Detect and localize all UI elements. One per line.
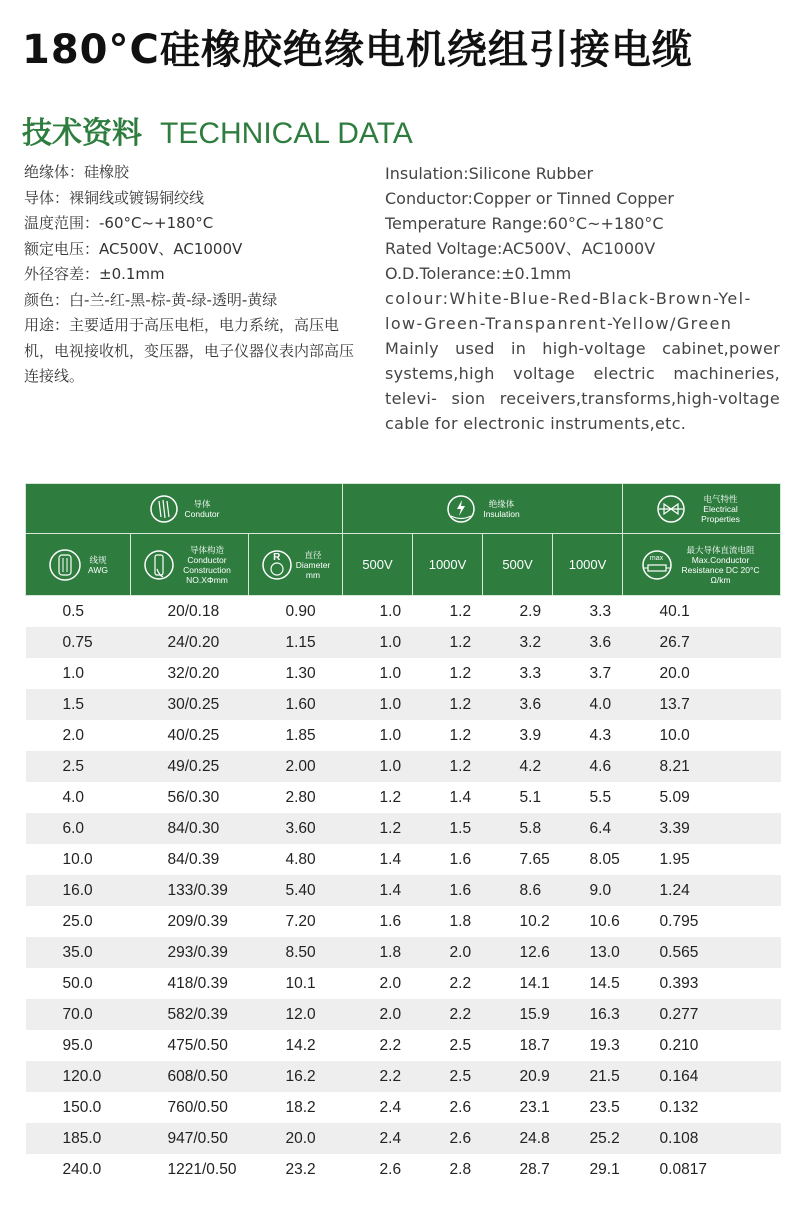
cell-od-1000v: 16.3 [553,999,623,1030]
cell-awg: 70.0 [26,999,131,1030]
cell-resistance: 26.7 [623,627,781,658]
awg-header-en: AWG [88,564,108,575]
cell-insulation-1000v: 1.2 [413,596,483,628]
resistance-header-cn: 最大导体直流电阻 [686,544,755,555]
table-row [26,1030,781,1061]
cell-awg: 0.75 [26,627,131,658]
cell-insulation-500v: 1.0 [343,627,413,658]
cell-od-1000v: 8.05 [553,844,623,875]
cell-insulation-1000v: 2.5 [413,1030,483,1061]
table-row [26,906,781,937]
cell-od-500v: 15.9 [483,999,553,1030]
cell-construction: 608/0.50 [131,1061,249,1092]
cell-od-1000v: 3.6 [553,627,623,658]
table-row [26,1154,781,1185]
resistor-icon [655,494,687,524]
cell-construction: 582/0.39 [131,999,249,1030]
cell-insulation-1000v: 1.2 [413,689,483,720]
cell-od-500v: 14.1 [483,968,553,999]
cell-resistance: 5.09 [623,782,781,813]
spec-cn-usage: 用途：主要适用于高压电柜，电力系统，高压电机，电视接收机，变压器，电子仪器仪表内部高压连接线。 [24,316,355,385]
cell-insulation-500v: 2.0 [343,968,413,999]
cell-awg: 1.5 [26,689,131,720]
stranded-wire-icon [149,494,179,524]
cell-diameter: 20.0 [249,1123,343,1154]
cell-diameter: 4.80 [249,844,343,875]
cell-diameter: 3.60 [249,813,343,844]
cell-resistance: 1.24 [623,875,781,906]
spec-cn-voltage: 额定电压：AC500V、AC1000V [24,239,243,258]
cell-insulation-1000v: 1.2 [413,720,483,751]
spec-cn-tolerance: 外径容差：±0.1mm [24,265,165,283]
spec-en-conductor: Conductor:Copper or Tinned Copper [385,189,674,208]
cell-od-500v: 5.8 [483,813,553,844]
cell-insulation-500v: 1.0 [343,689,413,720]
cell-insulation-500v: 1.0 [343,596,413,628]
cell-resistance: 3.39 [623,813,781,844]
cell-od-1000v: 3.3 [553,596,623,628]
cell-construction: 32/0.20 [131,658,249,689]
cell-awg: 16.0 [26,875,131,906]
wire-strand-icon [143,549,175,581]
cell-insulation-500v: 2.2 [343,1061,413,1092]
specs-en [385,161,780,436]
cell-diameter: 16.2 [249,1061,343,1092]
cell-resistance: 40.1 [623,596,781,628]
cell-resistance: 0.795 [623,906,781,937]
cell-insulation-1000v: 1.2 [413,658,483,689]
cell-od-1000v: 29.1 [553,1154,623,1185]
cell-insulation-500v: 1.4 [343,844,413,875]
resistance-header-unit: Ω/km [710,574,731,585]
cell-od-500v: 3.6 [483,689,553,720]
cell-construction: 209/0.39 [131,906,249,937]
cell-insulation-500v: 2.6 [343,1154,413,1185]
cell-insulation-1000v: 2.5 [413,1061,483,1092]
cell-insulation-1000v: 1.8 [413,906,483,937]
conductor-group-header [26,484,343,534]
insulation-shield-icon [445,494,477,524]
table-row [26,596,781,628]
electrical-header-en: Electrical Properties [701,503,740,524]
table-row [26,937,781,968]
spec-en-insulation: Insulation:Silicone Rubber [385,164,594,183]
cell-construction: 418/0.39 [131,968,249,999]
cell-diameter: 2.80 [249,782,343,813]
cell-awg: 50.0 [26,968,131,999]
cell-resistance: 0.393 [623,968,781,999]
radius-badge-text: R [273,551,281,563]
technical-data-table [25,483,781,1185]
cell-insulation-500v: 1.0 [343,658,413,689]
cell-awg: 10.0 [26,844,131,875]
cell-awg: 185.0 [26,1123,131,1154]
cell-od-500v: 12.6 [483,937,553,968]
conductor-header-en: Condutor [184,508,220,519]
cell-insulation-500v: 2.2 [343,1030,413,1061]
cell-od-500v: 20.9 [483,1061,553,1092]
table-row [26,689,781,720]
diameter-header-cn: 直径 [304,549,322,560]
cell-od-500v: 3.3 [483,658,553,689]
cell-construction: 1221/0.50 [131,1154,249,1185]
voltage-1000v-header-a: 1000V [413,534,483,596]
section-title [22,108,413,152]
cell-od-500v: 18.7 [483,1030,553,1061]
cell-insulation-1000v: 1.6 [413,875,483,906]
page-title: 180°C硅橡胶绝缘电机绕组引接电缆 [22,27,693,73]
cell-insulation-500v: 1.2 [343,782,413,813]
resistance-icon [641,549,673,581]
cell-od-1000v: 19.3 [553,1030,623,1061]
cell-insulation-1000v: 2.8 [413,1154,483,1185]
cell-od-500v: 8.6 [483,875,553,906]
resistance-badge-text: max [649,554,664,562]
cell-resistance: 0.0817 [623,1154,781,1185]
cell-od-500v: 2.9 [483,596,553,628]
cell-insulation-500v: 2.4 [343,1123,413,1154]
cell-od-500v: 23.1 [483,1092,553,1123]
electrical-header-cn: 电气特性 [703,493,738,504]
cell-insulation-500v: 2.4 [343,1092,413,1123]
cell-construction: 293/0.39 [131,937,249,968]
voltage-500v-header-b: 500V [483,534,553,596]
awg-header-cn: 线规 [89,554,107,565]
cell-awg: 2.0 [26,720,131,751]
cell-awg: 0.5 [26,596,131,628]
table-row [26,813,781,844]
cell-diameter: 1.60 [249,689,343,720]
cell-insulation-500v: 1.4 [343,875,413,906]
cell-resistance: 0.164 [623,1061,781,1092]
cell-awg: 35.0 [26,937,131,968]
section-title-cn: 技术资料 [22,116,142,151]
table-row [26,968,781,999]
cell-diameter: 10.1 [249,968,343,999]
cell-resistance: 1.95 [623,844,781,875]
construction-header [131,534,249,596]
cell-insulation-1000v: 2.2 [413,999,483,1030]
cell-insulation-1000v: 2.2 [413,968,483,999]
voltage-1000v-header-b: 1000V [553,534,623,596]
cell-od-1000v: 4.0 [553,689,623,720]
cell-od-500v: 7.65 [483,844,553,875]
table-row [26,1061,781,1092]
cell-od-1000v: 13.0 [553,937,623,968]
cell-insulation-1000v: 1.5 [413,813,483,844]
spec-cn-colour: 颜色：白-兰-红-黑-棕-黄-绿-透明-黄绿 [24,290,278,309]
table-row [26,875,781,906]
conductor-header-cn: 导体 [193,498,211,509]
cell-insulation-500v: 1.0 [343,751,413,782]
spec-cn-insulation: 绝缘体：硅橡胶 [24,163,130,181]
cell-resistance: 8.21 [623,751,781,782]
insulation-group-header [343,484,623,534]
cell-construction: 56/0.30 [131,782,249,813]
cell-diameter: 1.15 [249,627,343,658]
cell-od-1000v: 14.5 [553,968,623,999]
cell-resistance: 0.565 [623,937,781,968]
cell-insulation-1000v: 1.6 [413,844,483,875]
cell-construction: 475/0.50 [131,1030,249,1061]
table-row [26,751,781,782]
cell-insulation-500v: 2.0 [343,999,413,1030]
construction-header-en: Conductor Construction [183,554,231,575]
cell-od-1000v: 3.7 [553,658,623,689]
table-row [26,720,781,751]
cell-insulation-500v: 1.2 [343,813,413,844]
cell-diameter: 18.2 [249,1092,343,1123]
cell-insulation-1000v: 2.6 [413,1092,483,1123]
cell-awg: 2.5 [26,751,131,782]
cell-resistance: 0.277 [623,999,781,1030]
cell-resistance: 0.108 [623,1123,781,1154]
cell-construction: 40/0.25 [131,720,249,751]
voltage-500v-header-a: 500V [343,534,413,596]
table-row [26,658,781,689]
diameter-header-en: Diameter [295,559,331,570]
spec-en-tolerance: O.D.Tolerance:±0.1mm [385,264,572,283]
cell-construction: 49/0.25 [131,751,249,782]
spec-en-temperature: Temperature Range:60°C~+180°C [385,214,664,233]
table-body [26,596,781,1186]
cell-awg: 240.0 [26,1154,131,1185]
cell-construction: 24/0.20 [131,627,249,658]
cell-awg: 1.0 [26,658,131,689]
cell-construction: 20/0.18 [131,596,249,628]
cell-od-1000v: 4.3 [553,720,623,751]
cell-diameter: 5.40 [249,875,343,906]
cell-awg: 6.0 [26,813,131,844]
cell-od-1000v: 25.2 [553,1123,623,1154]
cell-construction: 30/0.25 [131,689,249,720]
cell-insulation-1000v: 1.4 [413,782,483,813]
cell-diameter: 14.2 [249,1030,343,1061]
cell-insulation-1000v: 2.6 [413,1123,483,1154]
cell-construction: 760/0.50 [131,1092,249,1123]
specs-cn [24,160,354,390]
table-row [26,999,781,1030]
cell-insulation-1000v: 2.0 [413,937,483,968]
cell-insulation-1000v: 1.2 [413,751,483,782]
table-row [26,844,781,875]
cell-diameter: 2.00 [249,751,343,782]
cell-diameter: 1.85 [249,720,343,751]
cell-insulation-500v: 1.8 [343,937,413,968]
cell-construction: 84/0.30 [131,813,249,844]
cell-od-1000v: 5.5 [553,782,623,813]
cell-awg: 4.0 [26,782,131,813]
cell-construction: 947/0.50 [131,1123,249,1154]
table-row [26,1123,781,1154]
cell-construction: 84/0.39 [131,844,249,875]
cell-diameter: 0.90 [249,596,343,628]
table-row [26,782,781,813]
cell-od-500v: 28.7 [483,1154,553,1185]
cell-resistance: 20.0 [623,658,781,689]
cell-diameter: 12.0 [249,999,343,1030]
spec-cn-temperature: 温度范围：-60°C~+180°C [24,214,214,232]
spec-cn-conductor: 导体：裸铜线或镀锡铜绞线 [24,188,205,207]
cell-resistance: 0.210 [623,1030,781,1061]
construction-header-cn: 导体构造 [189,544,224,555]
cell-od-500v: 3.9 [483,720,553,751]
cell-awg: 95.0 [26,1030,131,1061]
cell-insulation-500v: 1.0 [343,720,413,751]
diameter-header-unit: mm [305,569,321,580]
cell-resistance: 10.0 [623,720,781,751]
awg-header [26,534,131,596]
cell-od-500v: 5.1 [483,782,553,813]
construction-header-unit: NO.XΦmm [186,574,228,585]
radius-icon [261,549,293,581]
cell-od-500v: 3.2 [483,627,553,658]
cable-end-icon [48,548,82,582]
cell-od-500v: 24.8 [483,1123,553,1154]
cell-od-1000v: 9.0 [553,875,623,906]
resistance-header [623,534,781,596]
cell-od-1000v: 6.4 [553,813,623,844]
section-title-en: TECHNICAL DATA [160,117,413,150]
resistance-header-en: Max.Conductor Resistance DC 20°C [681,554,760,575]
cell-diameter: 23.2 [249,1154,343,1185]
cell-od-500v: 10.2 [483,906,553,937]
insulation-header-en: Insulation [483,508,520,519]
diameter-header [249,534,343,596]
table-row [26,1092,781,1123]
cell-insulation-500v: 1.6 [343,906,413,937]
cell-diameter: 8.50 [249,937,343,968]
cell-construction: 133/0.39 [131,875,249,906]
cell-resistance: 0.132 [623,1092,781,1123]
cell-diameter: 1.30 [249,658,343,689]
cell-insulation-1000v: 1.2 [413,627,483,658]
spec-en-usage: Mainly used in high-voltage cabinet,power systems,high voltage electric machineries, televi- sion receivers,transforms,high-voltage cable for electronic instruments,etc. [385,339,780,433]
cell-od-1000v: 21.5 [553,1061,623,1092]
cell-od-1000v: 10.6 [553,906,623,937]
cell-resistance: 13.7 [623,689,781,720]
cell-od-1000v: 4.6 [553,751,623,782]
spec-en-colour: colour:White-Blue-Red-Black-Brown-Yel- low-Green-Transpanrent-Yellow/Green [385,289,752,333]
spec-en-voltage: Rated Voltage:AC500V、AC1000V [385,239,656,258]
cell-awg: 120.0 [26,1061,131,1092]
cell-od-500v: 4.2 [483,751,553,782]
cell-diameter: 7.20 [249,906,343,937]
cell-awg: 25.0 [26,906,131,937]
electrical-group-header [623,484,781,534]
table-row [26,627,781,658]
insulation-header-cn: 绝缘体 [488,498,515,509]
cell-od-1000v: 23.5 [553,1092,623,1123]
cell-awg: 150.0 [26,1092,131,1123]
